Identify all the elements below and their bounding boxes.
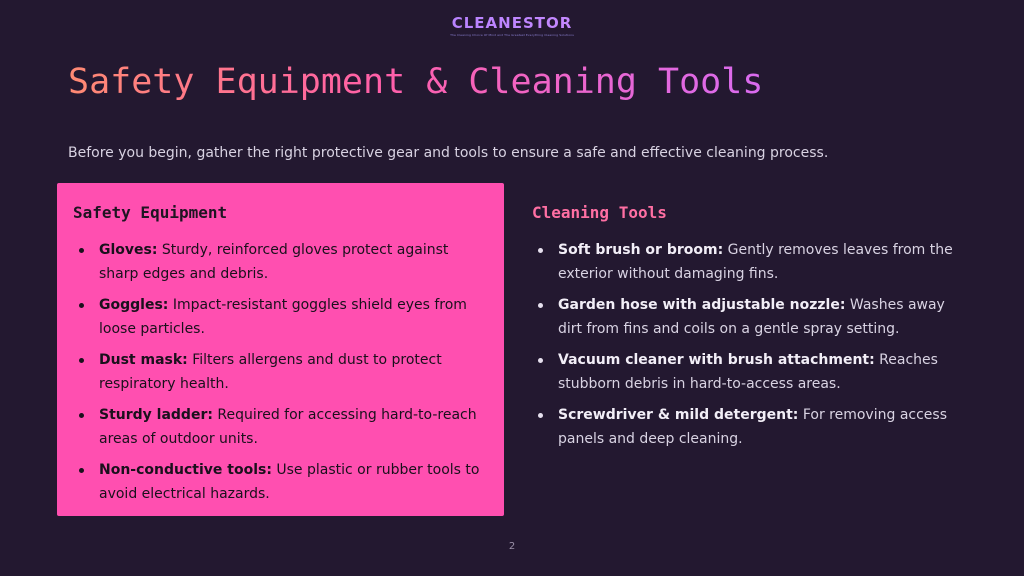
item-term: Dust mask: xyxy=(99,352,188,368)
intro-text: Before you begin, gather the right protective gear and tools to ensure a safe and effective cleaning process. xyxy=(68,145,829,161)
item-description: Reaches stubborn debris in hard-to-access areas. xyxy=(558,352,938,392)
safety-equipment-list xyxy=(73,238,488,506)
slide-title: Safety Equipment & Cleaning Tools xyxy=(68,62,764,102)
item-description: Washes away dirt from fins and coils on a gentle spray setting. xyxy=(558,297,945,337)
bullet-icon xyxy=(79,468,84,473)
cleaning-tools-heading: Cleaning Tools xyxy=(532,203,667,222)
page-number: 2 xyxy=(508,541,516,552)
item-description: Required for accessing hard-to-reach areas of outdoor units. xyxy=(99,407,477,447)
item-description: Gently removes leaves from the exterior without damaging fins. xyxy=(558,242,953,282)
bullet-icon xyxy=(79,303,84,308)
list-item xyxy=(73,348,488,396)
list-item xyxy=(532,403,972,451)
bullet-icon xyxy=(79,248,84,253)
item-term: Garden hose with adjustable nozzle: xyxy=(558,297,846,313)
bullet-icon xyxy=(79,358,84,363)
bullet-icon xyxy=(538,248,543,253)
safety-equipment-card xyxy=(57,183,504,516)
item-term: Goggles: xyxy=(99,297,169,313)
list-item xyxy=(73,238,488,286)
bullet-icon xyxy=(538,413,543,418)
item-description: Impact-resistant goggles shield eyes from loose particles. xyxy=(99,297,467,337)
list-item xyxy=(73,458,488,506)
bullet-icon xyxy=(538,358,543,363)
item-term: Sturdy ladder: xyxy=(99,407,213,423)
list-item xyxy=(532,293,972,341)
cleaning-tools-column xyxy=(532,183,972,458)
brand-logo xyxy=(0,14,1024,37)
list-item xyxy=(532,238,972,286)
list-item xyxy=(532,348,972,396)
bullet-icon xyxy=(538,303,543,308)
list-item xyxy=(73,293,488,341)
list-item xyxy=(73,403,488,451)
item-description: Sturdy, reinforced gloves protect against sharp edges and debris. xyxy=(99,242,449,282)
item-term: Screwdriver & mild detergent: xyxy=(558,407,799,423)
item-description: For removing access panels and deep cleaning. xyxy=(558,407,947,447)
logo-wordmark: CLEANESTOR xyxy=(0,14,1024,32)
item-term: Vacuum cleaner with brush attachment: xyxy=(558,352,875,368)
safety-equipment-heading: Safety Equipment xyxy=(73,203,228,222)
item-term: Gloves: xyxy=(99,242,158,258)
item-term: Soft brush or broom: xyxy=(558,242,724,258)
bullet-icon xyxy=(79,413,84,418)
item-description: Filters allergens and dust to protect respiratory health. xyxy=(99,352,442,392)
cleaning-tools-list xyxy=(532,238,972,451)
item-term: Non-conductive tools: xyxy=(99,462,272,478)
item-description: Use plastic or rubber tools to avoid electrical hazards. xyxy=(99,462,480,502)
logo-tagline: The Cleaning Choice Of Mind and The Greatest Everything Cleaning Solutions xyxy=(450,33,574,37)
